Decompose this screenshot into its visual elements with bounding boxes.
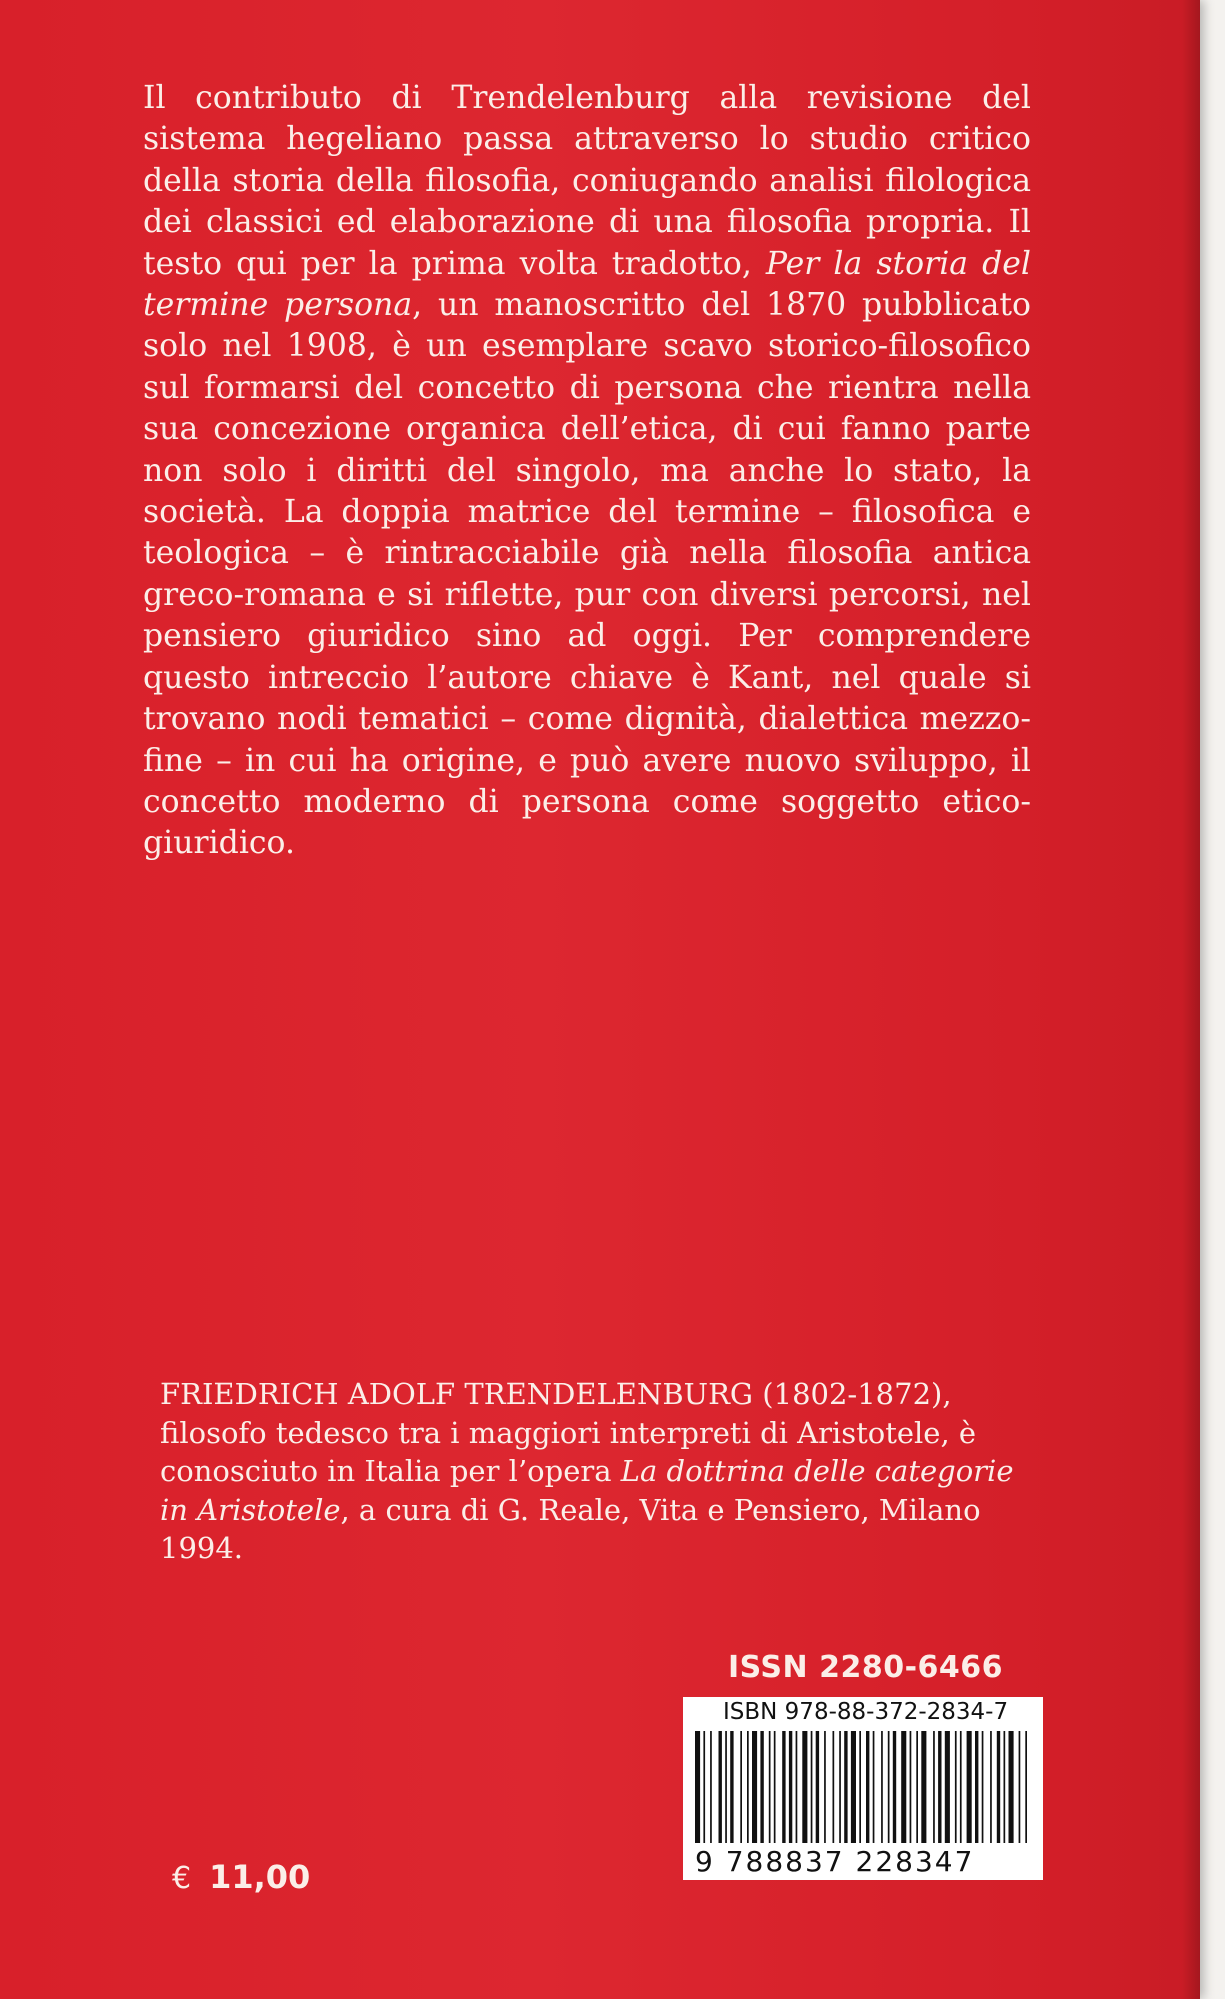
- bio-title-italic: La dottrina delle categorie in Aristotele: [160, 1454, 1014, 1527]
- barcode-stripe: [873, 1731, 875, 1843]
- barcode-stripe: [833, 1731, 835, 1843]
- barcode-stripe: [982, 1731, 984, 1843]
- blurb-text-after: , un manoscritto del 1870 pubblicato solo nel 1908, è un esemplare scavo storico-filosofico sul formarsi del concetto di persona che rientra nella sua concezione organica dell’etica, di cui fanno parte non solo i diritti del singolo, ma anche lo stato, la società. La doppia matrice del termine – filosofica e teologica – è rintracciabile già nella filosofia antica greco-romana e si riflette, pur con diversi percorsi, nel pensiero giuridico sino ad oggi. Per comprendere questo intreccio l’autore chiave è Kant, nel quale si trovano nodi tematici – come dignità, dialettica mezzo-fine – in cui ha origine, e può avere nuovo sviluppo, il concetto moderno di persona come soggetto etico-giuridico.: [143, 287, 1031, 862]
- barcode-stripe: [888, 1731, 890, 1843]
- barcode-stripe: [782, 1731, 785, 1843]
- barcode-stripe: [881, 1731, 883, 1843]
- barcode-stripe: [955, 1731, 957, 1843]
- barcode-stripe: [769, 1731, 771, 1843]
- barcode-stripe: [695, 1731, 700, 1843]
- barcode-stripe: [774, 1731, 776, 1843]
- barcode-stripe: [1019, 1731, 1021, 1843]
- barcode-stripe: [839, 1731, 841, 1843]
- barcode-stripe: [816, 1731, 819, 1843]
- barcode-stripe: [938, 1731, 941, 1843]
- ean-digits: 9 788837 228347: [695, 1845, 975, 1878]
- barcode-label: [683, 1697, 1043, 1880]
- blurb-paragraph: [143, 78, 1031, 865]
- bio-text-before: FRIEDRICH ADOLF TRENDELENBURG (1802-1872), filosofo tedesco tra i maggiori interpreti di Aristotele, è conosciuto in Italia per l’opera: [160, 1377, 977, 1489]
- blurb-text-before: Il contributo di Trendelenburg alla revisione del sistema hegeliano passa attraverso lo studio critico della storia della filosofia, coniugando analisi filologica dei classici ed elaborazione di una filosofia propria. Il testo qui per la prima volta tradotto,: [143, 80, 1031, 282]
- barcode-stripe: [752, 1731, 757, 1843]
- barcode-stripe: [802, 1731, 807, 1843]
- issn-label: ISSN 2280-6466: [728, 1650, 1004, 1685]
- barcode-stripe: [933, 1731, 935, 1843]
- blurb-title-italic: Per la storia del termine persona: [143, 245, 1031, 324]
- barcode-stripe: [975, 1731, 978, 1843]
- barcode-stripe: [747, 1731, 749, 1843]
- barcode-stripe: [710, 1731, 712, 1843]
- author-bio: [160, 1375, 1050, 1568]
- barcode-stripe: [740, 1731, 742, 1843]
- barcode-stripe: [824, 1731, 826, 1843]
- barcode-stripe: [1004, 1731, 1006, 1843]
- barcode-stripe: [789, 1731, 792, 1843]
- barcode-stripe: [796, 1731, 798, 1843]
- barcode-stripe: [859, 1731, 861, 1843]
- barcode-stripe: [730, 1731, 733, 1843]
- euro-symbol: €: [172, 1861, 192, 1896]
- barcode-stripe: [811, 1731, 813, 1843]
- barcode-stripe: [990, 1731, 992, 1843]
- barcode-stripe: [967, 1731, 972, 1843]
- barcode-stripe: [703, 1731, 705, 1843]
- barcode-stripe: [921, 1731, 926, 1843]
- barcode-stripe: [997, 1731, 1000, 1843]
- barcode-stripe: [851, 1731, 856, 1843]
- price-amount: 11,00: [209, 1858, 311, 1896]
- barcode-stripe: [910, 1731, 912, 1843]
- barcode-stripe: [893, 1731, 896, 1843]
- barcode-stripe: [844, 1731, 847, 1843]
- bio-text-after: , a cura di G. Reale, Vita e Pensiero, Milano 1994.: [160, 1492, 981, 1566]
- barcode-stripe: [866, 1731, 869, 1843]
- barcode-stripe: [760, 1731, 763, 1843]
- barcode-stripe: [901, 1731, 906, 1843]
- barcode-stripe: [960, 1731, 962, 1843]
- barcode-stripe: [725, 1731, 727, 1843]
- barcode-stripe: [945, 1731, 950, 1843]
- barcode-stripe: [719, 1731, 722, 1843]
- barcode-stripe: [916, 1731, 918, 1843]
- isbn-text: ISBN 978-88-372-2834-7: [723, 1699, 1009, 1725]
- barcode-stripe: [1025, 1731, 1027, 1843]
- barcode-stripe: [1009, 1731, 1014, 1843]
- price-tag: [172, 1858, 310, 1896]
